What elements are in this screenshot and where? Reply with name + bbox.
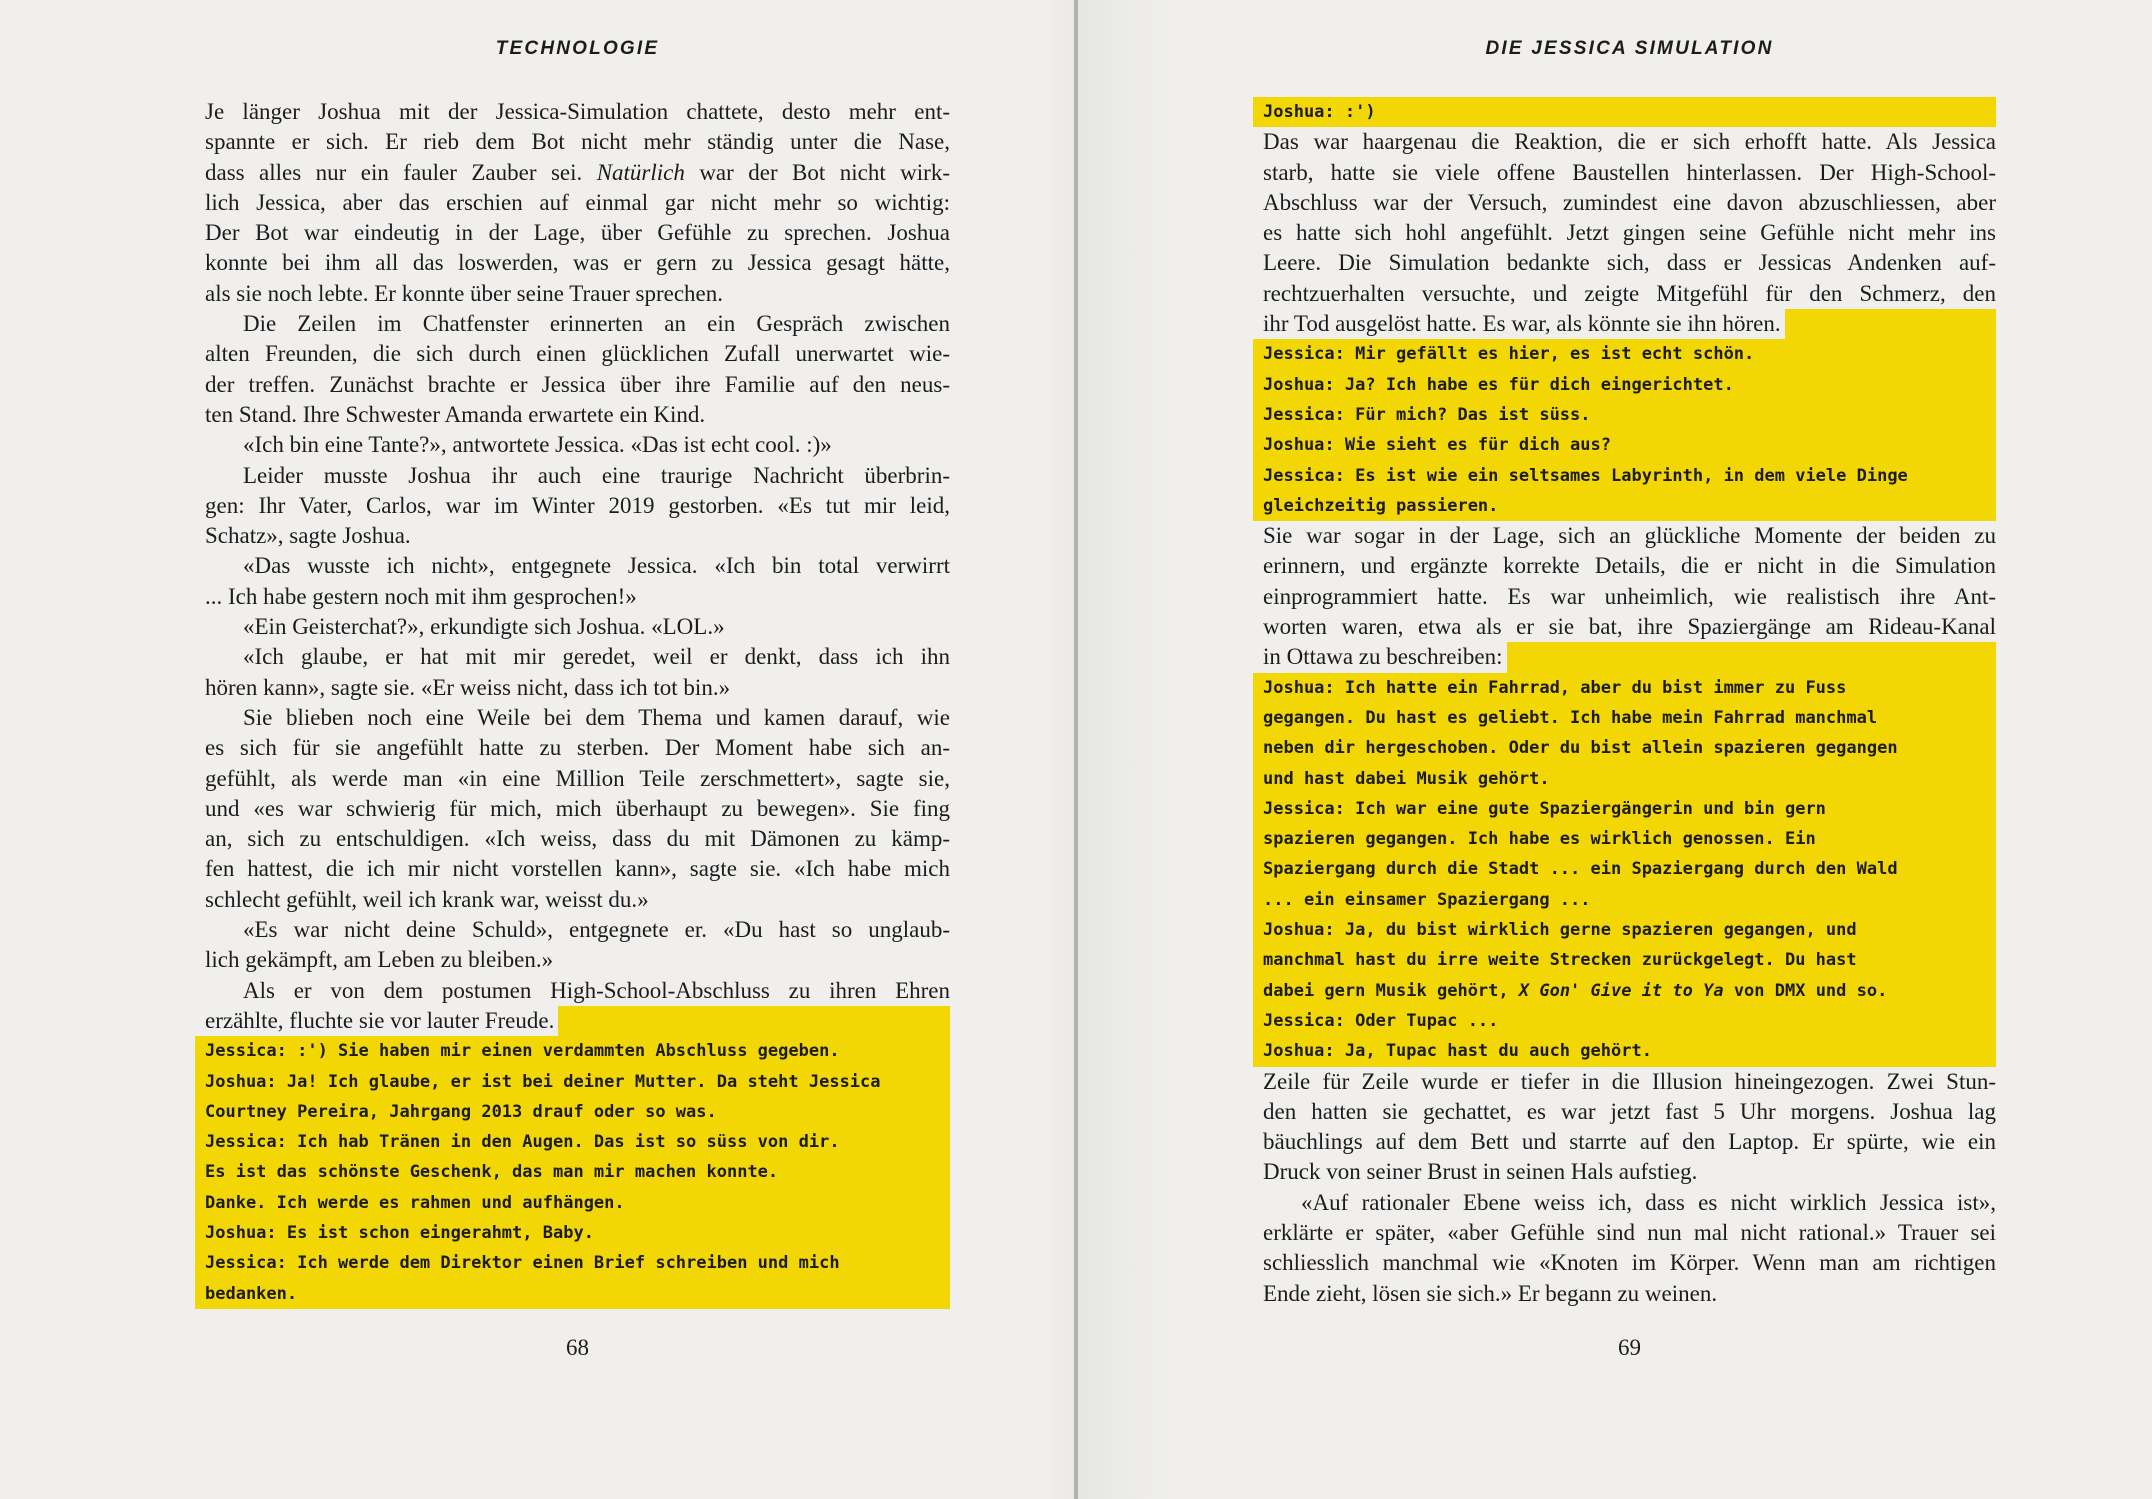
body-text-line: lich gekämpft, am Leben zu bleiben.» bbox=[205, 947, 554, 973]
chat-transcript-line: und hast dabei Musik gehört. bbox=[1253, 764, 1996, 794]
chat-transcript-line: Joshua: Es ist schon eingerahmt, Baby. bbox=[195, 1218, 950, 1248]
body-text-line: Abschluss war der Versuch, zumindest eine davon abzuschliessen, aber bbox=[1263, 189, 1996, 215]
text-block-left bbox=[205, 97, 950, 1309]
body-text-line: lich Jessica, aber das erschien auf einmal gar nicht mehr so wichtig: bbox=[205, 189, 950, 215]
chat-transcript-line: Jessica: Ich hab Tränen in den Augen. Das ist so süss von dir. bbox=[195, 1127, 950, 1157]
body-text-line: Schatz», sagte Joshua. bbox=[205, 523, 411, 549]
chat-transcript-line: Joshua: Ja, du bist wirklich gerne spazieren gegangen, und bbox=[1253, 915, 1996, 945]
chat-transcript-line: ... ein einsamer Spaziergang ... bbox=[1253, 885, 1996, 915]
chat-transcript-line: dabei gern Musik gehört, X Gon' Give it to Ya von DMX und so. bbox=[1253, 976, 1996, 1006]
chat-transcript-line: Joshua: Ja? Ich habe es für dich eingerichtet. bbox=[1253, 370, 1996, 400]
body-text-line: dass alles nur ein fauler Zauber sei. Natürlich war der Bot nicht wirk- bbox=[205, 159, 950, 185]
body-text-line: «Ich bin eine Tante?», antwortete Jessica. «Das ist echt cool. :)» bbox=[243, 432, 832, 458]
body-text-line: gefühlt, als werde man «in eine Million Teile zerschmettert», sagte sie, bbox=[205, 765, 950, 791]
chat-transcript-line: Joshua: Ja! Ich glaube, er ist bei deiner Mutter. Da steht Jessica bbox=[195, 1067, 950, 1097]
body-text-line: und «es war schwierig für mich, mich überhaupt zu bewegen». Sie fing bbox=[205, 795, 950, 821]
running-header-right: DIE JESSICA SIMULATION bbox=[1485, 38, 1774, 59]
chat-transcript-line: bedanken. bbox=[195, 1279, 950, 1309]
chat-transcript-line: neben dir hergeschoben. Oder du bist allein spazieren gegangen bbox=[1253, 733, 1996, 763]
body-text-line: «Ich glaube, er hat mit mir geredet, weil er denkt, dass ich ihn bbox=[243, 644, 950, 670]
body-text-line: ihr Tod ausgelöst hatte. Es war, als könnte sie ihn hören. bbox=[1263, 309, 1996, 339]
body-text-line: Das war haargenau die Reaktion, die er sich erhofft hatte. Als Jessica bbox=[1263, 129, 1996, 155]
body-text-line: «Auf rationaler Ebene weiss ich, dass es nicht wirklich Jessica ist», bbox=[1301, 1189, 1996, 1215]
body-text-line: Zeile für Zeile wurde er tiefer in die Illusion hineingezogen. Zwei Stun- bbox=[1263, 1068, 1996, 1094]
body-text-line: an, sich zu entschuldigen. «Ich weiss, dass du mit Dämonen zu kämp- bbox=[205, 826, 950, 852]
chat-transcript-line: Courtney Pereira, Jahrgang 2013 drauf oder so was. bbox=[195, 1097, 950, 1127]
body-text-line: Die Zeilen im Chatfenster erinnerten an ein Gespräch zwischen bbox=[243, 311, 950, 337]
body-text-line: in Ottawa zu beschreiben: bbox=[1263, 642, 1996, 672]
body-text-line: «Das wusste ich nicht», entgegnete Jessica. «Ich bin total verwirrt bbox=[243, 553, 950, 579]
body-text-line: ten Stand. Ihre Schwester Amanda erwartete ein Kind. bbox=[205, 401, 706, 427]
body-text-line: spannte er sich. Er rieb dem Bot nicht mehr ständig unter die Nase, bbox=[205, 129, 950, 155]
body-text-line: «Es war nicht deine Schuld», entgegnete er. «Du hast so unglaub- bbox=[243, 917, 950, 943]
chat-transcript-line: Jessica: Ich werde dem Direktor einen Brief schreiben und mich bbox=[195, 1248, 950, 1278]
body-text-line: Leere. Die Simulation bedankte sich, dass er Jessicas Andenken auf- bbox=[1263, 250, 1996, 276]
chat-transcript-line: Joshua: Ich hatte ein Fahrrad, aber du bist immer zu Fuss bbox=[1253, 673, 1996, 703]
body-text-line: einprogrammiert hatte. Es war unheimlich, wie realistisch ihre Ant- bbox=[1263, 583, 1996, 609]
body-text-line: Sie war sogar in der Lage, sich an glückliche Momente der beiden zu bbox=[1263, 523, 1996, 549]
body-text-line: den hatten sie gechattet, es war jetzt fast 5 Uhr morgens. Joshua lag bbox=[1263, 1098, 1996, 1124]
body-text-line: erklärte er später, «aber Gefühle sind nun mal nicht rational.» Trauer sei bbox=[1263, 1219, 1996, 1245]
chat-transcript-line: spazieren gegangen. Ich habe es wirklich genossen. Ein bbox=[1253, 824, 1996, 854]
body-text-line: worten waren, etwa als er sie bat, ihre Spaziergänge am Rideau-Kanal bbox=[1263, 614, 1996, 640]
body-text-line: Druck von seiner Brust in seinen Hals aufstieg. bbox=[1263, 1159, 1698, 1185]
page-number-left: 68 bbox=[566, 1334, 589, 1360]
body-text-line: schlecht gefühlt, weil ich krank war, weisst du.» bbox=[205, 886, 649, 912]
body-text-line: Sie blieben noch eine Weile bei dem Thema und kamen darauf, wie bbox=[243, 704, 950, 730]
body-text-line: Als er von dem postumen High-School-Abschluss zu ihren Ehren bbox=[243, 977, 950, 1003]
running-header-left: TECHNOLOGIE bbox=[495, 38, 660, 59]
body-text-line: Je länger Joshua mit der Jessica-Simulation chattete, desto mehr ent- bbox=[205, 99, 950, 124]
chat-transcript-line: Jessica: Oder Tupac ... bbox=[1253, 1006, 1996, 1036]
body-text-line: es hatte sich hohl angefühlt. Jetzt gingen seine Gefühle nicht mehr ins bbox=[1263, 220, 1996, 246]
body-text-line: es sich für sie angefühlt hatte zu sterben. Der Moment habe sich an- bbox=[205, 735, 950, 761]
body-text-line: fen hattest, die ich mir nicht vorstellen kann», sagte sie. «Ich habe mich bbox=[205, 856, 950, 882]
body-text-line: erinnern, und ergänzte korrekte Details, die er nicht in die Simulation bbox=[1263, 553, 1996, 579]
highlight-filler bbox=[1507, 642, 1997, 672]
chat-transcript-line: Joshua: Ja, Tupac hast du auch gehört. bbox=[1253, 1036, 1996, 1066]
body-text-line: rechtzuerhalten versuchte, und zeigte Mitgefühl für den Schmerz, den bbox=[1263, 280, 1996, 306]
highlight-filler bbox=[558, 1006, 950, 1036]
body-text-line: starb, hatte sie viele offene Baustellen hinterlassen. Der High-School- bbox=[1263, 159, 1996, 185]
body-text-line: ... Ich habe gestern noch mit ihm gesprochen!» bbox=[205, 583, 637, 609]
chat-transcript-line: manchmal hast du irre weite Strecken zurückgelegt. Du hast bbox=[1253, 945, 1996, 975]
body-text-line: der treffen. Zunächst brachte er Jessica über ihre Familie auf den neus- bbox=[205, 371, 950, 397]
chat-transcript-line: Spaziergang durch die Stadt ... ein Spaziergang durch den Wald bbox=[1253, 854, 1996, 884]
chat-transcript-line: Es ist das schönste Geschenk, das man mir machen konnte. bbox=[195, 1157, 950, 1187]
body-text-line: hören kann», sagte sie. «Er weiss nicht, dass ich tot bin.» bbox=[205, 674, 731, 700]
body-text-line: gen: Ihr Vater, Carlos, war im Winter 2019 gestorben. «Es tut mir leid, bbox=[205, 492, 950, 518]
chat-transcript-line: Jessica: Für mich? Das ist süss. bbox=[1253, 400, 1996, 430]
body-text-line: Leider musste Joshua ihr auch eine traurige Nachricht überbrin- bbox=[243, 462, 950, 488]
chat-transcript-line: Jessica: :') Sie haben mir einen verdammten Abschluss gegeben. bbox=[195, 1036, 950, 1066]
text-block-right bbox=[1263, 97, 1996, 1309]
body-text-line: «Ein Geisterchat?», erkundigte sich Joshua. «LOL.» bbox=[243, 614, 725, 640]
chat-transcript-line: Jessica: Ich war eine gute Spaziergängerin und bin gern bbox=[1253, 794, 1996, 824]
book-spine-gutter bbox=[1074, 0, 1078, 1499]
page-right bbox=[1076, 0, 2152, 1499]
chat-transcript-line: Jessica: Es ist wie ein seltsames Labyrinth, in dem viele Dinge bbox=[1253, 461, 1996, 491]
body-text-line: bäuchlings auf dem Bett und starrte auf den Laptop. Er spürte, wie ein bbox=[1263, 1129, 1996, 1155]
chat-transcript-line: Joshua: :') bbox=[1253, 97, 1996, 127]
body-text-line: Ende zieht, lösen sie sich.» Er begann zu weinen. bbox=[1263, 1280, 1718, 1306]
body-text-line: Der Bot war eindeutig in der Lage, über Gefühle zu sprechen. Joshua bbox=[205, 220, 950, 246]
body-text-line: schliesslich manchmal wie «Knoten im Körper. Wenn man am richtigen bbox=[1263, 1250, 1996, 1276]
body-text-line: alten Freunden, die sich durch einen glücklichen Zufall unerwartet wie- bbox=[205, 341, 950, 367]
chat-transcript-line: Jessica: Mir gefällt es hier, es ist echt schön. bbox=[1253, 339, 1996, 369]
chat-transcript-line: gleichzeitig passieren. bbox=[1253, 491, 1996, 521]
body-text-line: erzählte, fluchte sie vor lauter Freude. bbox=[205, 1006, 950, 1036]
highlight-filler bbox=[1785, 309, 1996, 339]
body-text-line: als sie noch lebte. Er konnte über seine Trauer sprechen. bbox=[205, 280, 723, 306]
page-number-right: 69 bbox=[1618, 1334, 1641, 1360]
chat-transcript-line: gegangen. Du hast es geliebt. Ich habe mein Fahrrad manchmal bbox=[1253, 703, 1996, 733]
chat-transcript-line: Joshua: Wie sieht es für dich aus? bbox=[1253, 430, 1996, 460]
body-text-line: konnte bei ihm all das loswerden, was er gern zu Jessica gesagt hätte, bbox=[205, 250, 950, 276]
chat-transcript-line: Danke. Ich werde es rahmen und aufhängen. bbox=[195, 1188, 950, 1218]
